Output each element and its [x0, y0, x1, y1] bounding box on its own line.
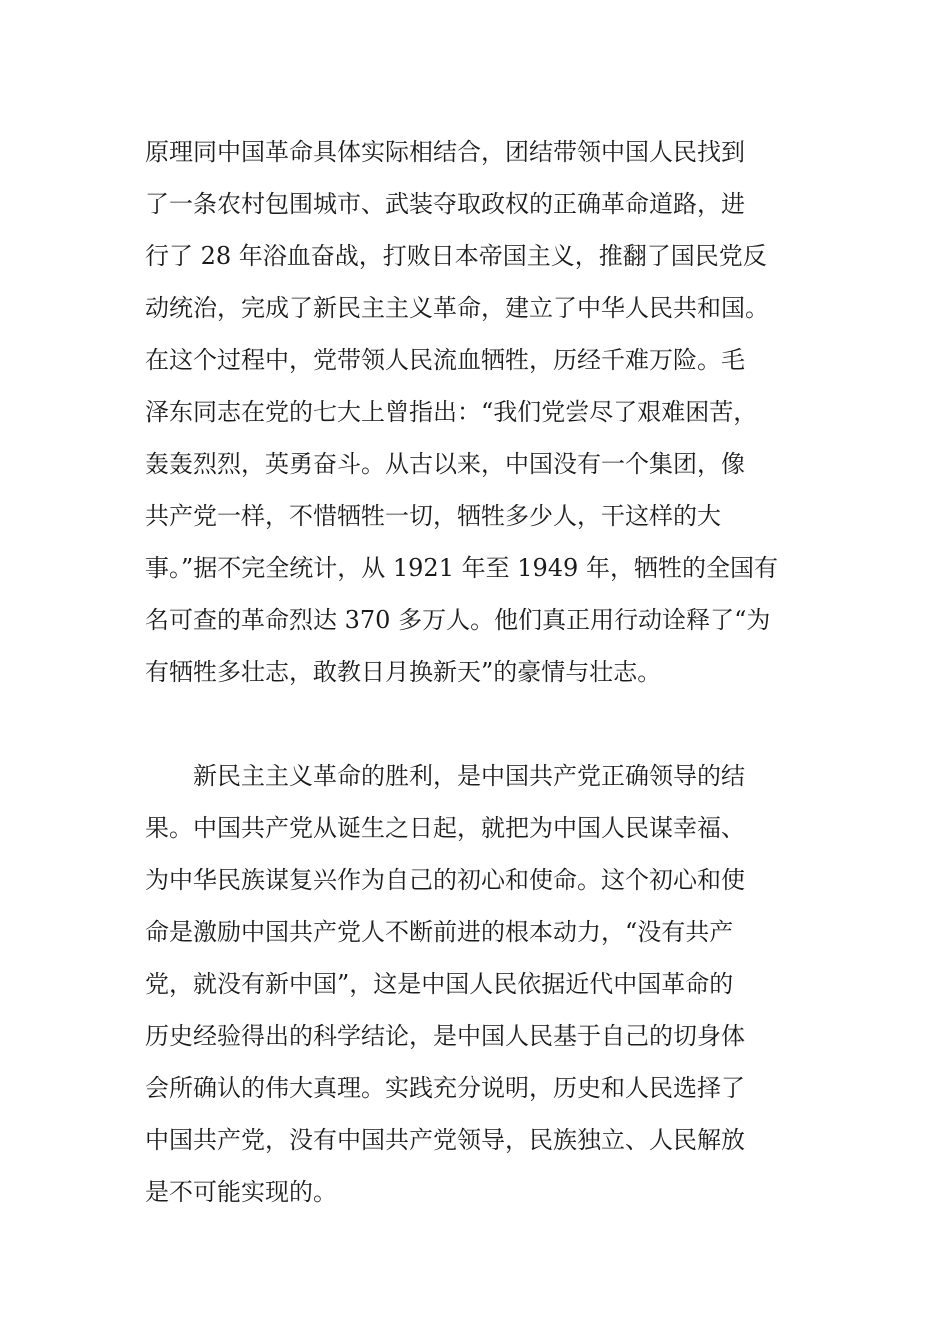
paragraph-spacer [145, 698, 810, 750]
text-line: 历史经验得出的科学结论，是中国人民基于自己的切身体 [145, 1022, 745, 1050]
text-line: 泽东同志在党的七大上曾指出：“我们党尝尽了艰难困苦， [145, 398, 758, 426]
text-line: 行了 28 年浴血奋战，打败日本帝国主义，推翻了国民党反 [145, 242, 767, 270]
text-line: 事。”据不完全统计，从 1921 年至 1949 年，牺牲的全国有 [145, 554, 778, 582]
text-line: 在这个过程中，党带领人民流血牺牲，历经千难万险。毛 [145, 346, 745, 374]
text-line: 命是激励中国共产党人不断前进的根本动力，“没有共产 [145, 918, 734, 946]
text-line: 原理同中国革命具体实际相结合，团结带领中国人民找到 [145, 138, 745, 166]
text-line: 果。中国共产党从诞生之日起，就把为中国人民谋幸福、 [145, 814, 745, 842]
text-line: 轰轰烈烈，英勇奋斗。从古以来，中国没有一个集团，像 [145, 450, 745, 478]
text-line: 动统治，完成了新民主主义革命，建立了中华人民共和国。 [145, 294, 769, 322]
paragraph-2 [145, 750, 810, 1218]
text-line: 新民主主义革命的胜利，是中国共产党正确领导的结 [145, 762, 745, 790]
paragraph-1 [145, 126, 810, 698]
text-line: 了一条农村包围城市、武装夺取政权的正确革命道路，进 [145, 190, 745, 218]
text-line: 有牺牲多壮志，敢教日月换新天”的豪情与壮志。 [145, 658, 662, 686]
text-line: 共产党一样，不惜牺牲一切，牺牲多少人，干这样的大 [145, 502, 721, 530]
text-line: 名可查的革命烈达 370 多万人。他们真正用行动诠释了“为 [145, 606, 771, 634]
text-line: 是不可能实现的。 [145, 1178, 337, 1206]
document-body [145, 126, 810, 1218]
text-line: 中国共产党，没有中国共产党领导，民族独立、人民解放 [145, 1126, 745, 1154]
text-line: 会所确认的伟大真理。实践充分说明，历史和人民选择了 [145, 1074, 745, 1102]
text-line: 为中华民族谋复兴作为自己的初心和使命。这个初心和使 [145, 866, 745, 894]
text-line: 党，就没有新中国”，这是中国人民依据近代中国革命的 [145, 970, 734, 998]
